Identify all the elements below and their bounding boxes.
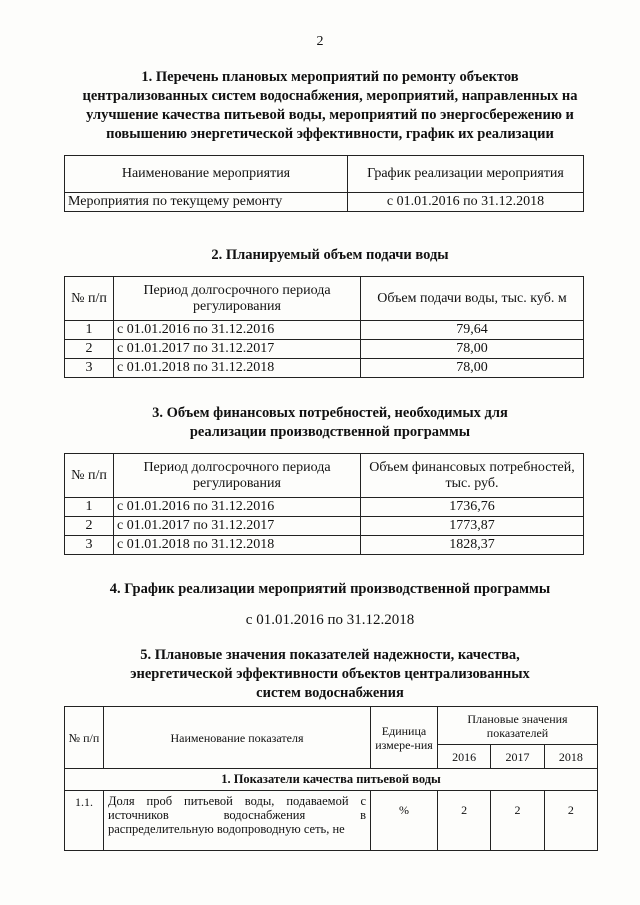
indicator-name: Доля проб питьевой воды, подаваемой с источников водоснабжения в распределительную водопроводную сеть, не [104,791,371,851]
header-number: № п/п [65,277,114,321]
header-finance: Объем финансовых потребностей, тыс. руб. [361,454,584,498]
section-4-title: 4. График реализации мероприятий производственной программы [109,581,551,597]
table-row: 2 с 01.01.2017 по 31.12.2017 1773,87 [65,517,584,536]
table-row: 3 с 01.01.2018 по 31.12.2018 1828,37 [65,536,584,555]
page-number: 2 [316,34,324,49]
header-schedule: График реализации мероприятия [348,156,584,193]
header-volume: Объем подачи воды, тыс. куб. м [361,277,584,321]
section-5-title: 5. Плановые значения показателей надежности, качества, энергетической эффективности объектов централизованных систем водоснабжения [130,647,530,701]
table-row: 1 с 01.01.2016 по 31.12.2016 1736,76 [65,498,584,517]
table-row: 3 с 01.01.2018 по 31.12.2018 78,00 [65,359,584,378]
indicator-value-2016: 2 [438,791,491,851]
header-period: Период долгосрочного периода регулирования [114,277,361,321]
indicators-table [64,706,598,851]
header-planned-values: Плановые значения показателей [438,707,598,745]
financial-needs-table [64,453,584,555]
section-2-title: 2. Планируемый объем подачи воды [211,247,449,263]
header-year-2018: 2018 [544,745,597,769]
table-row: 1 с 01.01.2016 по 31.12.2016 79,64 [65,321,584,340]
table-row: 2 с 01.01.2017 по 31.12.2017 78,00 [65,340,584,359]
header-unit: Единица измере-ния [371,707,438,769]
section-4-period: с 01.01.2016 по 31.12.2018 [245,612,415,628]
indicator-value-2017: 2 [491,791,544,851]
header-year-2016: 2016 [438,745,491,769]
water-supply-table [64,276,584,378]
section-3-title: 3. Объем финансовых потребностей, необходимых для реализации производственной программы [152,405,508,440]
header-number: № п/п [65,707,104,769]
section-quality-title: 1. Показатели качества питьевой воды [65,769,598,791]
table-row [65,193,584,212]
indicator-value-2018: 2 [544,791,597,851]
table-row [65,791,598,851]
header-number: № п/п [65,454,114,498]
activity-schedule: с 01.01.2016 по 31.12.2018 [348,193,584,212]
section-1-title: 1. Перечень плановых мероприятий по ремонту объектов централизованных систем водоснабжения, мероприятий, направленных на улучшение качества питьевой воды, мероприятий по энергосбережению и повышению энергетической эффективности, график их реализации [82,69,578,142]
header-indicator-name: Наименование показателя [104,707,371,769]
header-period: Период долгосрочного периода регулирования [114,454,361,498]
indicator-unit: % [371,791,438,851]
indicator-number: 1.1. [65,791,104,851]
activity-name: Мероприятия по текущему ремонту [65,193,348,212]
header-activity-name: Наименование мероприятия [65,156,348,193]
section-row [65,769,598,791]
header-year-2017: 2017 [491,745,544,769]
activities-table [64,155,584,212]
